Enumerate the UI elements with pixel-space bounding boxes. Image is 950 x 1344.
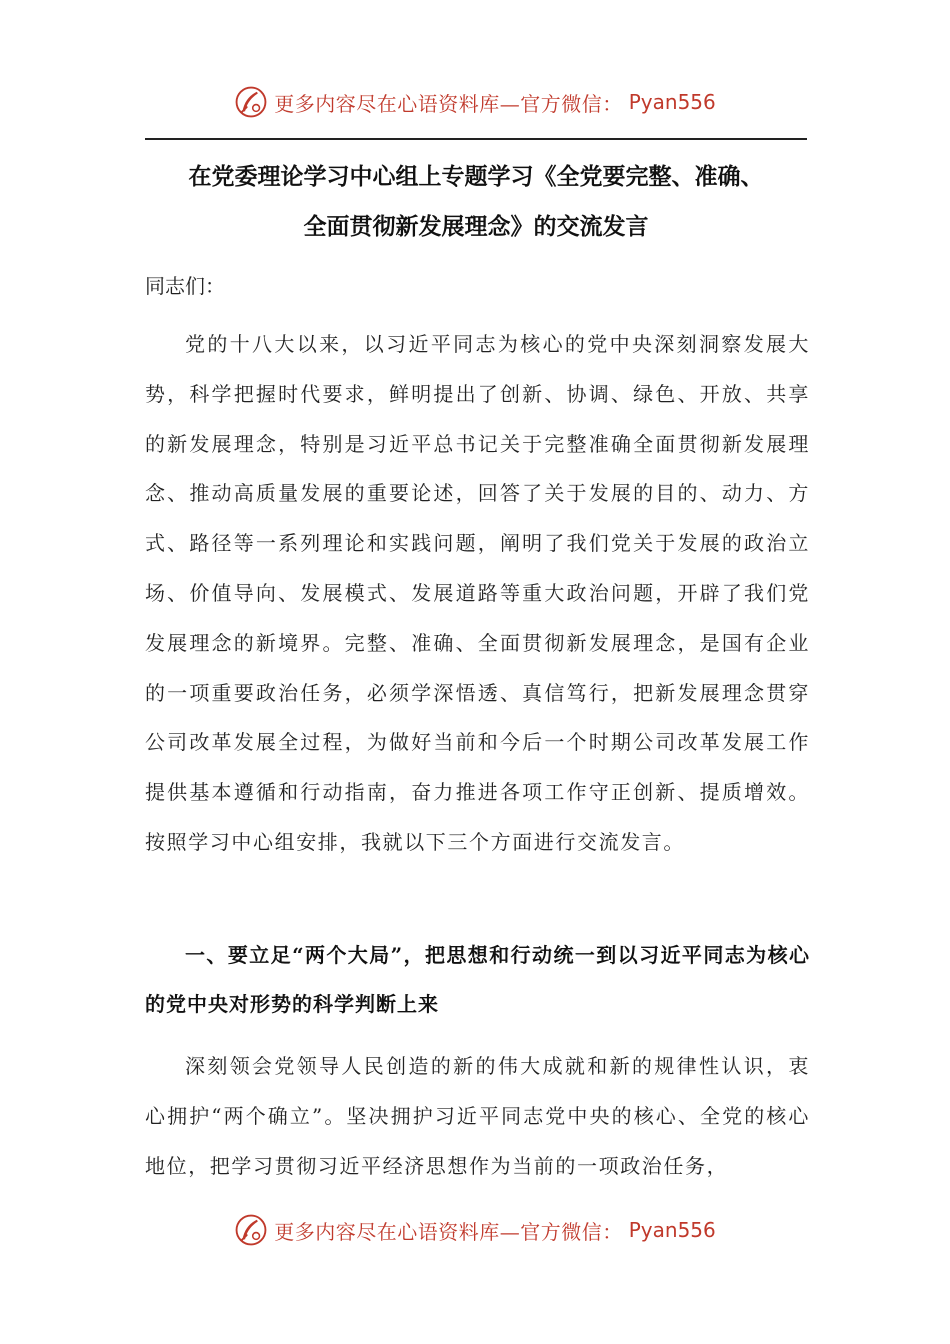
quill-pen-logo-icon [234, 85, 268, 119]
watermark-banner-bottom [0, 1210, 950, 1250]
wechat-id: Pyan556 [628, 90, 716, 114]
watermark-text: 更多内容尽在心语资料库—官方微信： [274, 1219, 623, 1244]
section-heading-1: 一、要立足“两个大局”，把思想和行动统一到以习近平同志为核心的党中央对形势的科学判断上来 [145, 943, 810, 1016]
body-paragraph-2: 深刻领会党领导人民创造的新的伟大成就和新的规律性认识，衷心拥护“两个确立”。坚决拥护习近平同志党中央的核心、全党的核心地位，把学习贯彻习近平经济思想作为当前的一项政治任务， [145, 1054, 810, 1178]
wechat-id: Pyan556 [628, 1218, 716, 1242]
document-title-line-2: 全面贯彻新发展理念》的交流发言 [303, 213, 649, 240]
document-title-line-1: 在党委理论学习中心组上专题学习《全党要完整、准确、 [188, 163, 764, 190]
watermark-banner-top [0, 82, 950, 122]
quill-pen-logo-icon [234, 1213, 268, 1247]
watermark-text: 更多内容尽在心语资料库—官方微信： [274, 91, 623, 116]
salutation: 同志们： [145, 274, 225, 298]
header-divider [145, 138, 807, 140]
body-paragraph-1: 党的十八大以来，以习近平同志为核心的党中央深刻洞察发展大势，科学把握时代要求，鲜明提出了创新、协调、绿色、开放、共享的新发展理念，特别是习近平总书记关于完整准确全面贯彻新发展理念、推动高质量发展的重要论述，回答了关于发展的目的、动力、方式、路径等一系列理论和实践问题，阐明了我们党关于发展的政治立场、价值导向、发展模式、发展道路等重大政治问题，开辟了我们党发展理念的新境界。完整、准确、全面贯彻新发展理念，是国有企业的一项重要政治任务，必须学深悟透、真信笃行，把新发展理念贯穿公司改革发展全过程，为做好当前和今后一个时期公司改革发展工作提供基本遵循和行动指南，奋力推进各项工作守正创新、提质增效。按照学习中心组安排，我就以下三个方面进行交流发言。 [145, 332, 810, 854]
